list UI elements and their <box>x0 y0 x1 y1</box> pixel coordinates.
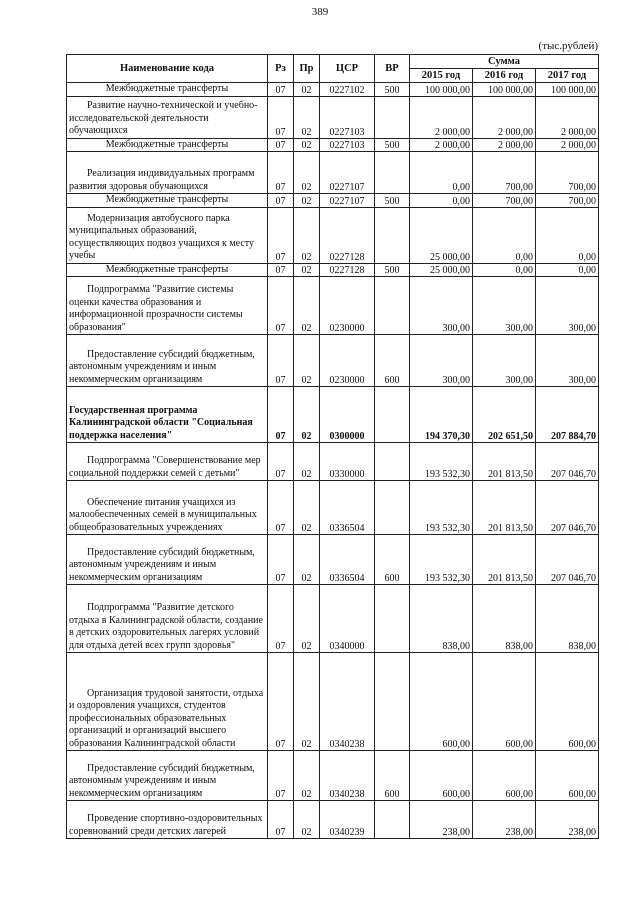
row-vr: 600 <box>375 535 410 585</box>
row-2016: 238,00 <box>473 801 536 839</box>
row-name: Подпрограмма "Развитие системы оценки качества образования и информационной прозрачности системы образования" <box>67 277 268 335</box>
row-2017: 0,00 <box>536 263 599 277</box>
table-row <box>67 751 599 801</box>
row-2016: 600,00 <box>473 751 536 801</box>
row-2015: 25 000,00 <box>410 263 473 277</box>
row-2016: 100 000,00 <box>473 83 536 97</box>
row-2017: 238,00 <box>536 801 599 839</box>
row-pr: 02 <box>294 653 320 751</box>
table-row <box>67 96 599 138</box>
row-2016: 202 651,50 <box>473 387 536 443</box>
table-row <box>67 138 599 152</box>
row-2017: 838,00 <box>536 585 599 653</box>
row-name: Модернизация автобусного парка муниципальных образований, осуществляющих подвоз учащихся к месту учебы <box>67 207 268 263</box>
row-rz: 07 <box>268 443 294 481</box>
row-pr: 02 <box>294 263 320 277</box>
row-rz: 07 <box>268 152 294 194</box>
row-csr: 0227128 <box>320 207 375 263</box>
row-vr <box>375 387 410 443</box>
row-2017: 700,00 <box>536 194 599 208</box>
header-2015: 2015 год <box>410 69 473 83</box>
table-row <box>67 277 599 335</box>
row-pr: 02 <box>294 481 320 535</box>
row-2016: 838,00 <box>473 585 536 653</box>
row-csr: 0340238 <box>320 653 375 751</box>
row-csr: 0227102 <box>320 83 375 97</box>
row-rz: 07 <box>268 751 294 801</box>
row-rz: 07 <box>268 207 294 263</box>
row-name: Реализация индивидуальных программ развития здоровья обучающихся <box>67 152 268 194</box>
row-csr: 0300000 <box>320 387 375 443</box>
row-pr: 02 <box>294 194 320 208</box>
row-2017: 207 046,70 <box>536 481 599 535</box>
row-csr: 0227103 <box>320 96 375 138</box>
table-row <box>67 801 599 839</box>
row-2016: 700,00 <box>473 152 536 194</box>
units-label: (тыс.рублей) <box>538 40 598 52</box>
row-name: Подпрограмма "Совершенствование мер социальной поддержки семей с детьми" <box>67 443 268 481</box>
table-row <box>67 481 599 535</box>
row-name: Предоставление субсидий бюджетным, автономным учреждениям и иным некоммерческим организациям <box>67 751 268 801</box>
row-pr: 02 <box>294 535 320 585</box>
row-pr: 02 <box>294 152 320 194</box>
row-pr: 02 <box>294 335 320 387</box>
row-vr: 500 <box>375 263 410 277</box>
row-name: Государственная программа Калининградской области "Социальная поддержка населения" <box>67 387 268 443</box>
header-pr: Пр <box>294 55 320 83</box>
row-2015: 2 000,00 <box>410 138 473 152</box>
row-vr <box>375 277 410 335</box>
row-2015: 25 000,00 <box>410 207 473 263</box>
row-csr: 0227107 <box>320 194 375 208</box>
table-row <box>67 585 599 653</box>
row-pr: 02 <box>294 138 320 152</box>
row-2015: 0,00 <box>410 194 473 208</box>
table-row <box>67 83 599 97</box>
table-row <box>67 335 599 387</box>
row-pr: 02 <box>294 277 320 335</box>
row-vr <box>375 96 410 138</box>
row-2017: 700,00 <box>536 152 599 194</box>
row-name: Межбюджетные трансферты <box>67 194 268 208</box>
row-name: Подпрограмма "Развитие детского отдыха в Калининградской области, создание в детских оздоровительных лагерях условий для отдыха детей всех групп здоровья" <box>67 585 268 653</box>
row-name: Предоставление субсидий бюджетным, автономным учреждениям и иным некоммерческим организациям <box>67 535 268 585</box>
budget-table <box>66 54 599 839</box>
table-row <box>67 194 599 208</box>
table-row <box>67 387 599 443</box>
row-2017: 207 884,70 <box>536 387 599 443</box>
row-rz: 07 <box>268 277 294 335</box>
row-name: Межбюджетные трансферты <box>67 83 268 97</box>
row-2016: 2 000,00 <box>473 96 536 138</box>
table-row <box>67 207 599 263</box>
row-vr <box>375 207 410 263</box>
row-pr: 02 <box>294 443 320 481</box>
row-rz: 07 <box>268 535 294 585</box>
row-csr: 0340238 <box>320 751 375 801</box>
row-vr: 500 <box>375 194 410 208</box>
row-2016: 201 813,50 <box>473 535 536 585</box>
row-name: Межбюджетные трансферты <box>67 138 268 152</box>
header-2017: 2017 год <box>536 69 599 83</box>
row-csr: 0230000 <box>320 277 375 335</box>
row-csr: 0340000 <box>320 585 375 653</box>
row-pr: 02 <box>294 207 320 263</box>
row-rz: 07 <box>268 194 294 208</box>
row-2017: 600,00 <box>536 751 599 801</box>
row-rz: 07 <box>268 263 294 277</box>
row-2015: 0,00 <box>410 152 473 194</box>
row-rz: 07 <box>268 387 294 443</box>
row-2015: 193 532,30 <box>410 443 473 481</box>
row-2017: 2 000,00 <box>536 138 599 152</box>
row-2017: 207 046,70 <box>536 443 599 481</box>
row-pr: 02 <box>294 585 320 653</box>
row-2015: 100 000,00 <box>410 83 473 97</box>
row-vr <box>375 152 410 194</box>
row-2015: 300,00 <box>410 335 473 387</box>
row-rz: 07 <box>268 96 294 138</box>
row-2017: 300,00 <box>536 335 599 387</box>
row-vr <box>375 653 410 751</box>
row-rz: 07 <box>268 138 294 152</box>
row-2015: 238,00 <box>410 801 473 839</box>
row-2017: 600,00 <box>536 653 599 751</box>
row-rz: 07 <box>268 83 294 97</box>
row-pr: 02 <box>294 801 320 839</box>
header-name: Наименование кода <box>67 55 268 83</box>
row-csr: 0336504 <box>320 481 375 535</box>
row-vr <box>375 443 410 481</box>
row-2017: 100 000,00 <box>536 83 599 97</box>
row-csr: 0227128 <box>320 263 375 277</box>
row-pr: 02 <box>294 96 320 138</box>
row-2015: 600,00 <box>410 653 473 751</box>
row-2016: 2 000,00 <box>473 138 536 152</box>
row-2015: 600,00 <box>410 751 473 801</box>
row-vr <box>375 481 410 535</box>
row-name: Предоставление субсидий бюджетным, автономным учреждениям и иным некоммерческим организациям <box>67 335 268 387</box>
row-2016: 0,00 <box>473 263 536 277</box>
table-row <box>67 263 599 277</box>
row-name: Обеспечение питания учащихся из малообеспеченных семей в муниципальных общеобразовательных учреждениях <box>67 481 268 535</box>
row-rz: 07 <box>268 481 294 535</box>
row-2015: 193 532,30 <box>410 481 473 535</box>
row-2015: 838,00 <box>410 585 473 653</box>
row-2017: 2 000,00 <box>536 96 599 138</box>
row-csr: 0230000 <box>320 335 375 387</box>
header-rz: Рз <box>268 55 294 83</box>
row-2016: 700,00 <box>473 194 536 208</box>
row-2017: 0,00 <box>536 207 599 263</box>
row-2016: 300,00 <box>473 277 536 335</box>
row-pr: 02 <box>294 751 320 801</box>
row-2015: 2 000,00 <box>410 96 473 138</box>
header-2016: 2016 год <box>473 69 536 83</box>
row-name: Организация трудовой занятости, отдыха и оздоровления учащихся, студентов профессиональных образовательных организаций и организаций высшего образования Калининградской области <box>67 653 268 751</box>
table-row <box>67 653 599 751</box>
header-csr: ЦСР <box>320 55 375 83</box>
row-rz: 07 <box>268 653 294 751</box>
row-2016: 201 813,50 <box>473 443 536 481</box>
row-name: Развитие научно-технической и учебно-исследовательской деятельности обучающихся <box>67 96 268 138</box>
row-2016: 0,00 <box>473 207 536 263</box>
row-vr: 600 <box>375 335 410 387</box>
table-row <box>67 535 599 585</box>
row-2015: 300,00 <box>410 277 473 335</box>
row-rz: 07 <box>268 335 294 387</box>
row-2015: 193 532,30 <box>410 535 473 585</box>
row-vr: 500 <box>375 83 410 97</box>
row-csr: 0336504 <box>320 535 375 585</box>
row-rz: 07 <box>268 801 294 839</box>
row-pr: 02 <box>294 387 320 443</box>
row-name: Межбюджетные трансферты <box>67 263 268 277</box>
row-2016: 600,00 <box>473 653 536 751</box>
row-2017: 300,00 <box>536 277 599 335</box>
row-csr: 0330000 <box>320 443 375 481</box>
header-sum: Сумма <box>410 55 599 69</box>
row-vr <box>375 585 410 653</box>
row-rz: 07 <box>268 585 294 653</box>
row-pr: 02 <box>294 83 320 97</box>
page-number: 389 <box>311 6 329 18</box>
row-2016: 201 813,50 <box>473 481 536 535</box>
header-vr: ВР <box>375 55 410 83</box>
table-row <box>67 152 599 194</box>
row-vr <box>375 801 410 839</box>
row-2016: 300,00 <box>473 335 536 387</box>
row-2015: 194 370,30 <box>410 387 473 443</box>
row-name: Проведение спортивно-оздоровительных соревнований среди детских лагерей <box>67 801 268 839</box>
row-csr: 0227103 <box>320 138 375 152</box>
row-csr: 0227107 <box>320 152 375 194</box>
table-row <box>67 443 599 481</box>
row-vr: 600 <box>375 751 410 801</box>
row-2017: 207 046,70 <box>536 535 599 585</box>
row-vr: 500 <box>375 138 410 152</box>
row-csr: 0340239 <box>320 801 375 839</box>
